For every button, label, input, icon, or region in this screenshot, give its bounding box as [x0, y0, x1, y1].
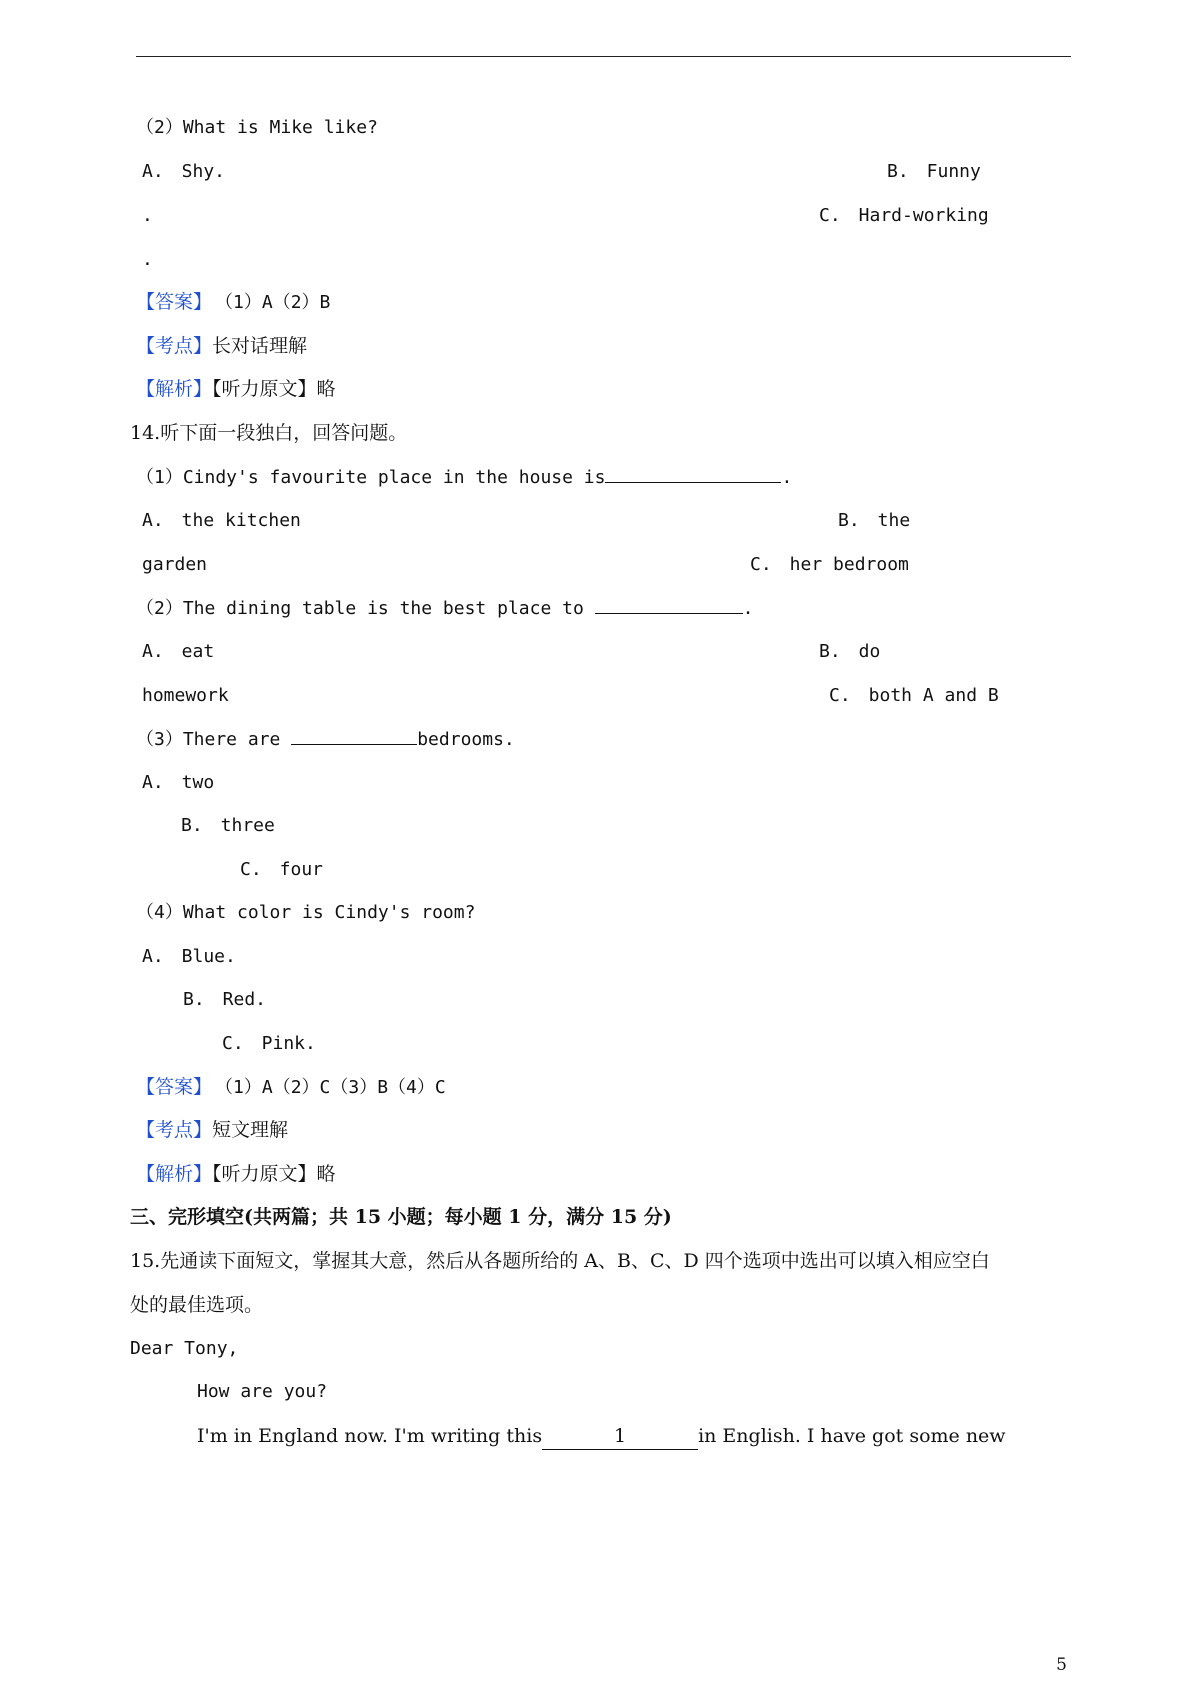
- answer-blank: [605, 464, 781, 483]
- analysis-tag: 【解析】: [136, 1163, 213, 1185]
- q14-sub4-option-c: C. Pink.: [222, 1033, 316, 1054]
- q14-sub4-question: （4）What color is Cindy's room?: [136, 902, 476, 923]
- letter-line-1: How are you?: [197, 1381, 328, 1402]
- answer-blank: [291, 726, 417, 745]
- q13-sub2-dot-2: .: [142, 249, 153, 270]
- q14-answer: （1）A（2）C（3）B（4）C: [224, 1077, 446, 1098]
- q14-sub3-end: bedrooms.: [417, 729, 515, 750]
- q14-sub1-option-c: C. her bedroom: [750, 554, 909, 575]
- q14-sub2-end: .: [742, 598, 754, 619]
- q14-sub1-end: .: [781, 467, 793, 488]
- q14-sub3-option-b: B. three: [181, 815, 275, 836]
- letter-salutation: Dear Tony,: [130, 1338, 239, 1359]
- q14-analysis: 【听力原文】略: [212, 1163, 336, 1185]
- q14-sub3-option-c: C. four: [240, 859, 324, 880]
- q14-sub3-question: （3）There are: [136, 729, 292, 750]
- q14-sub1-question: （1）Cindy's favourite place in the house is: [136, 467, 606, 488]
- q14-sub2-option-c: C. both A and B: [829, 685, 999, 706]
- q15-intro-line-1: 15.先通读下面短文，掌握其大意，然后从各题所给的 A、B、C、D 四个选项中选出可以填入相应空白: [130, 1250, 990, 1272]
- letter-line-2: [197, 1423, 1006, 1450]
- point-tag: 【考点】: [136, 335, 213, 357]
- q14-sub2-option-b-cont: homework: [142, 685, 229, 706]
- section-heading: 三、完形填空(共两篇；共 15 小题；每小题 1 分，满分 15 分): [130, 1206, 672, 1228]
- analysis-tag: 【解析】: [136, 378, 213, 400]
- q14-point: 短文理解: [212, 1119, 289, 1141]
- answer-blank: [595, 595, 743, 614]
- q13-sub2-option-a: A. Shy.: [142, 161, 226, 182]
- q14-sub2-option-a: A. eat: [142, 641, 215, 662]
- q14-sub1-option-b: B. the: [838, 510, 911, 531]
- q13-sub2-option-c: C. Hard-working: [819, 205, 989, 226]
- q13-answer: （1）A（2）B: [224, 292, 331, 313]
- q13-sub2-dot-1: .: [142, 205, 153, 226]
- q14-sub2-question: （2）The dining table is the best place to: [136, 598, 595, 619]
- answer-tag: 【答案】: [136, 291, 213, 313]
- q14-sub4-option-a: A. Blue.: [142, 946, 236, 967]
- q14-point-line: [136, 1117, 288, 1143]
- q13-answer-line: [136, 289, 330, 316]
- q13-point-line: [136, 333, 307, 359]
- q14-answer-line: [136, 1074, 446, 1101]
- q14-sub1-question-line: [136, 464, 792, 491]
- cloze-blank-1: 1: [542, 1423, 698, 1450]
- point-tag: 【考点】: [136, 1119, 213, 1141]
- q14-sub3-question-line: [136, 726, 515, 753]
- q13-analysis-line: [136, 376, 336, 402]
- q14-sub2-question-line: [136, 595, 753, 622]
- letter-line-2-before: I'm in England now. I'm writing this: [197, 1425, 543, 1447]
- header-rule: [136, 56, 1071, 57]
- q14-analysis-line: [136, 1161, 336, 1187]
- page-number: 5: [1056, 1655, 1067, 1675]
- q14-sub3-option-a: A. two: [142, 772, 215, 793]
- q14-title: 14.听下面一段独白，回答问题。: [130, 422, 408, 444]
- q14-sub1-option-a: A. the kitchen: [142, 510, 301, 531]
- q15-intro-line-2: 处的最佳选项。: [130, 1294, 264, 1316]
- q14-sub2-option-b: B. do: [819, 641, 881, 662]
- letter-line-2-after: in English. I have got some new: [698, 1425, 1006, 1447]
- q14-sub4-option-b: B. Red.: [183, 989, 267, 1010]
- q13-point: 长对话理解: [212, 335, 308, 357]
- q13-analysis: 【听力原文】略: [212, 378, 336, 400]
- q14-sub1-option-b-cont: garden: [142, 554, 208, 575]
- answer-tag: 【答案】: [136, 1076, 213, 1098]
- q13-sub2-question: （2）What is Mike like?: [136, 117, 378, 138]
- q13-sub2-option-b: B. Funny: [887, 161, 981, 182]
